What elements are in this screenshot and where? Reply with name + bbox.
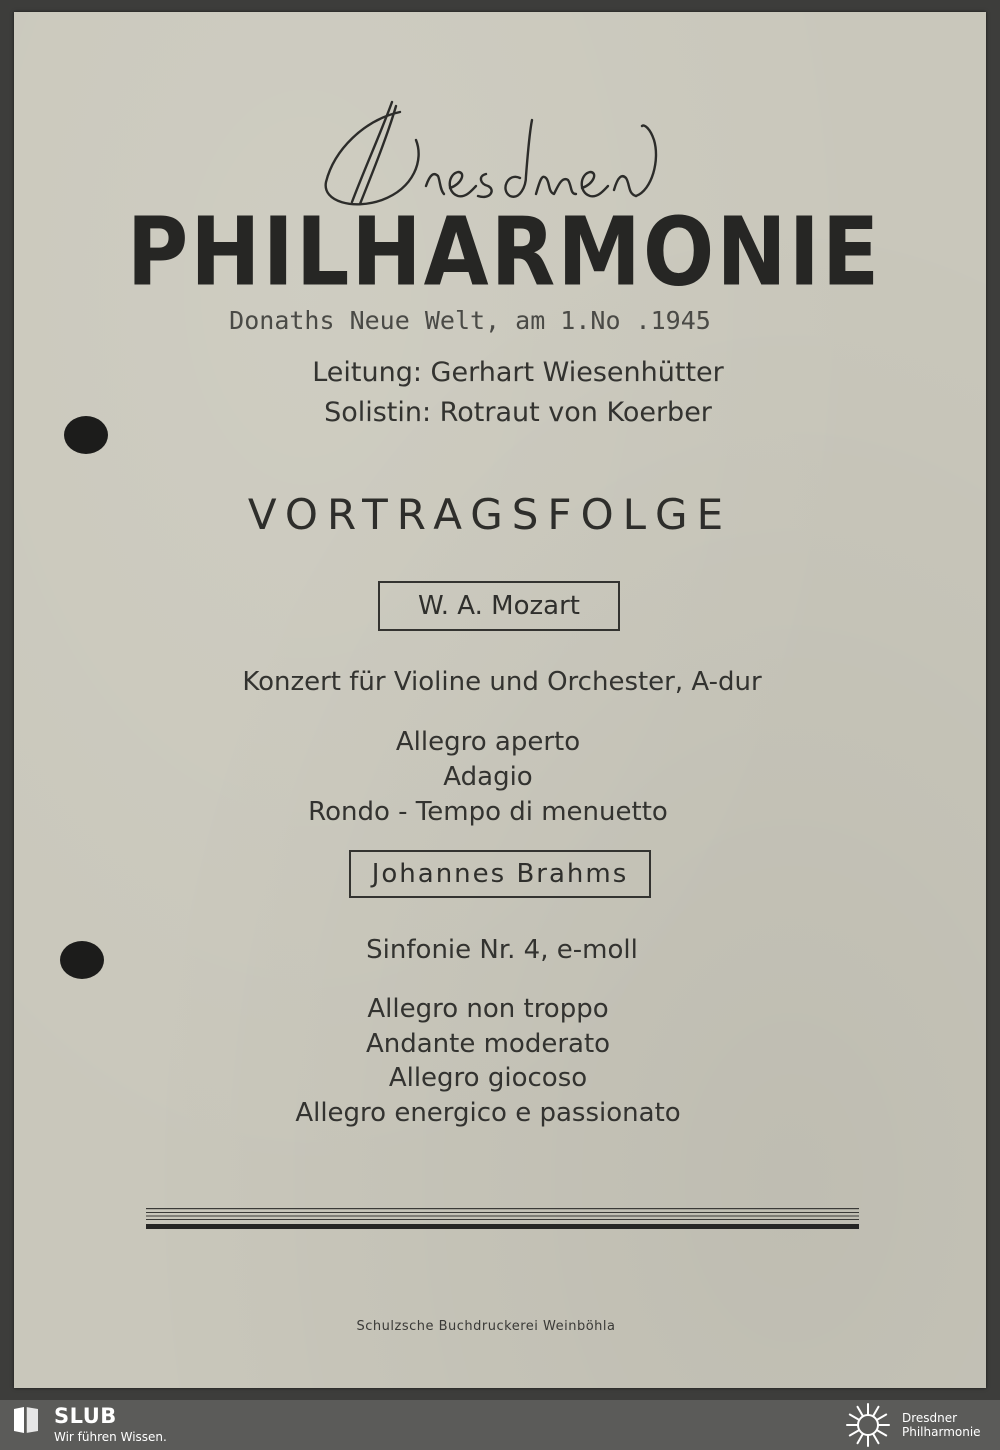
movement-brahms-2: Andante moderato xyxy=(365,1029,611,1059)
partner-name-line1: Dresdner xyxy=(902,1411,958,1425)
slub-name: SLUB xyxy=(54,1404,117,1428)
sunburst-logo-icon xyxy=(842,1402,894,1448)
work-brahms: Sinfonie Nr. 4, e-moll xyxy=(366,935,638,965)
movement-brahms-4: Allegro energico e passionato xyxy=(295,1098,681,1128)
soloist-credit: Solistin: Rotraut von Koerber xyxy=(324,397,712,428)
program-heading: VORTRAGSFOLGE xyxy=(247,490,733,539)
work-mozart: Konzert für Violine und Orchester, A-dur xyxy=(242,667,762,697)
movement-mozart-3: Rondo - Tempo di menuetto xyxy=(308,797,668,827)
movement-brahms-3: Allegro giocoso xyxy=(388,1063,588,1093)
venue-date-typed: Donaths Neue Welt, am 1.No .1945 xyxy=(229,306,711,335)
decorative-rule xyxy=(146,1208,859,1230)
footer-bar xyxy=(0,1400,1000,1450)
movement-mozart-1: Allegro aperto xyxy=(395,727,581,757)
main-title: PHILHARMONIE xyxy=(126,197,882,307)
partner-name-line2: Philharmonie xyxy=(902,1425,981,1439)
partner-name xyxy=(902,1411,981,1439)
book-icon xyxy=(12,1405,40,1435)
program-sheet xyxy=(14,12,986,1388)
movement-mozart-2: Adagio xyxy=(443,762,533,792)
composer-brahms: Johannes Brahms xyxy=(349,850,651,898)
composer-mozart: W. A. Mozart xyxy=(378,581,620,631)
slub-tagline: Wir führen Wissen. xyxy=(54,1430,167,1444)
conductor-credit: Leitung: Gerhart Wiesenhütter xyxy=(312,357,724,388)
movement-brahms-1: Allegro non troppo xyxy=(367,994,609,1024)
printer-imprint: Schulzsche Buchdruckerei Weinböhla xyxy=(356,1319,616,1334)
